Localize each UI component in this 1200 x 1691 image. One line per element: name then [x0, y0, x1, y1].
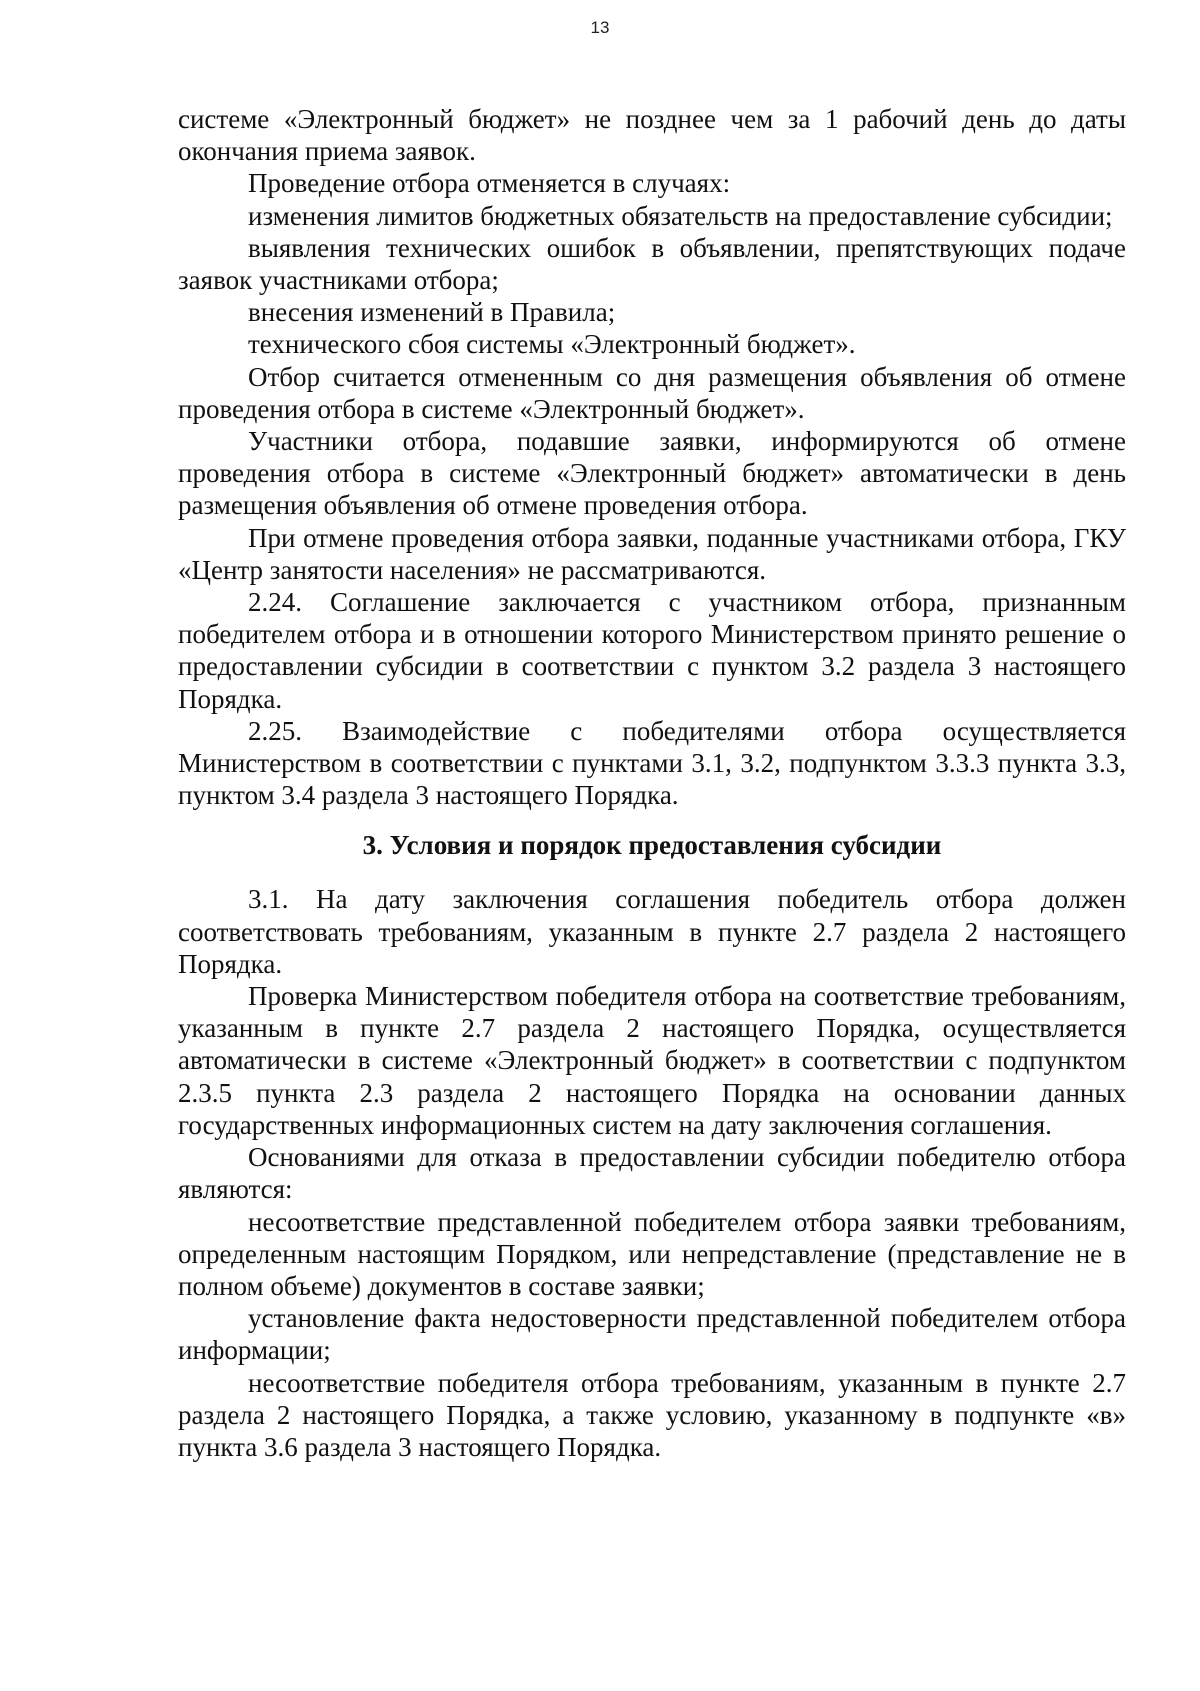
paragraph-verification: Проверка Министерством победителя отбора на соответствие требованиям, указанным в пункте 2.7 раздела 2 настоящего Порядка, осуществляется автоматически в системе «Электронный бюджет» в соответствии с подпунктом 2.3.5 пункта 2.3 раздела 2 настоящего Порядка на основании данных государственных информационных систем на дату заключения соглашения. — [178, 981, 1126, 1140]
paragraph-refusal-grounds: Основаниями для отказа в предоставлении субсидии победителю отбора являются: — [178, 1142, 1126, 1205]
section-3-heading: 3. Условия и порядок предоставления субсидии — [362, 830, 942, 861]
paragraph-ground-false-info: установление факта недостоверности представленной победителем отбора информации; — [178, 1303, 1126, 1366]
paragraph-2-24: 2.24. Соглашение заключается с участником отбора, признанным победителем отбора и в отношении которого Министерством принято решение о предоставлении субсидии в соответствии с пунктом 3.2 раздела 3 настоящего Порядка. — [178, 587, 1126, 714]
paragraph-case-failure: технического сбоя системы «Электронный бюджет». — [248, 329, 856, 360]
paragraph-case-rules: внесения изменений в Правила; — [248, 297, 616, 328]
paragraph-continuation: системе «Электронный бюджет» не позднее чем за 1 рабочий день до даты окончания приема заявок. — [178, 104, 1126, 167]
paragraph-ground-requirements: несоответствие победителя отбора требованиям, указанным в пункте 2.7 раздела 2 настоящего Порядка, а также условию, указанному в подпункте «в» пункта 3.6 раздела 3 настоящего Порядка. — [178, 1367, 1126, 1462]
page-number: 13 — [590, 18, 610, 37]
paragraph-2-25: 2.25. Взаимодействие с победителями отбора осуществляется Министерством в соответствии с пунктами 3.1, 3.2, подпунктом 3.3.3 пункта 3.3, пунктом 3.4 раздела 3 настоящего Порядка. — [178, 715, 1126, 811]
paragraph-case-limits: изменения лимитов бюджетных обязательств на предоставление субсидии; — [248, 200, 1113, 231]
paragraph-case-errors: выявления технических ошибок в объявлении, препятствующих подаче заявок участниками отбора; — [178, 232, 1126, 296]
paragraph-3-1: 3.1. На дату заключения соглашения победитель отбора должен соответствовать требованиям, указанным в пункте 2.7 раздела 2 настоящего Порядка. — [178, 884, 1126, 979]
paragraph-cancellation-cases: Проведение отбора отменяется в случаях: — [248, 168, 731, 199]
paragraph-participants-informed: Участники отбора, подавшие заявки, информируются об отмене проведения отбора в системе «Электронный бюджет» автоматически в день размещения объявления об отмене проведения отбора. — [178, 426, 1126, 521]
paragraph-cancelled-date: Отбор считается отмененным со дня размещения объявления об отмене проведения отбора в системе «Электронный бюджет». — [178, 361, 1126, 424]
paragraph-ground-nonconformity: несоответствие представленной победителем отбора заявки требованиям, определенным настоящим Порядком, или непредставление (представление не в полном объеме) документов в составе заявки; — [178, 1206, 1126, 1301]
paragraph-applications-not-considered: При отмене проведения отбора заявки, поданные участниками отбора, ГКУ «Центр занятости населения» не рассматриваются. — [178, 522, 1126, 585]
document-body — [178, 103, 1126, 1463]
